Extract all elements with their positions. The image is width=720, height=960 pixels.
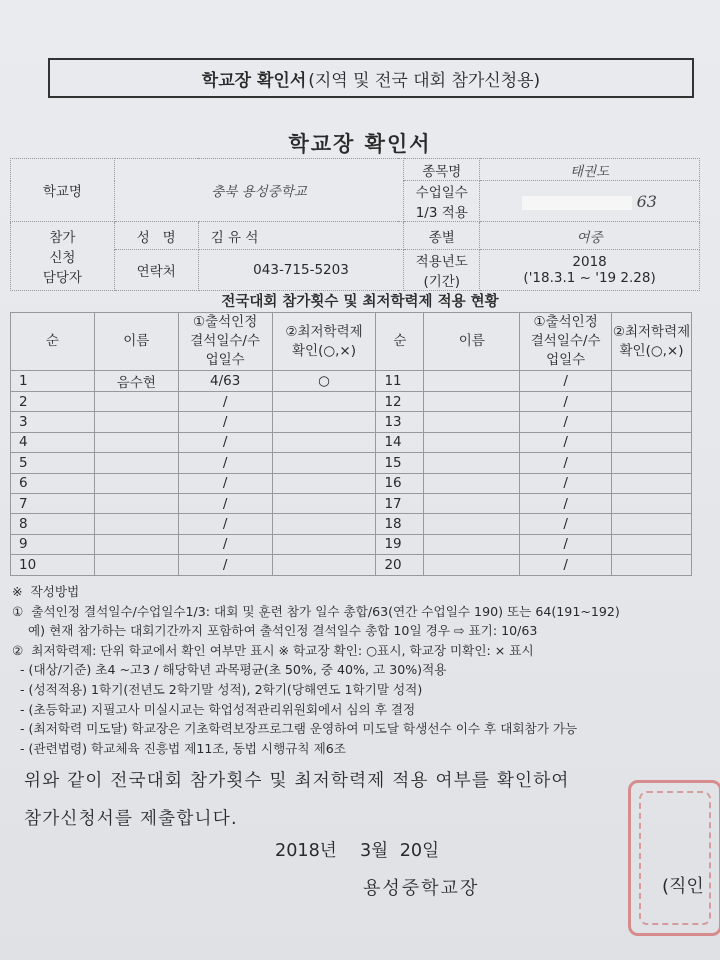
year-value-line2: ('18.3.1 ~ '19 2.28) [523, 270, 656, 286]
row-min2 [612, 473, 692, 493]
form-header-box [48, 58, 694, 98]
row-name [94, 412, 178, 432]
table-row [11, 453, 692, 473]
row-min2 [612, 453, 692, 473]
days-value: 63 [636, 191, 657, 211]
note-line: - (초등학교) 지필고사 미실시교는 학업성적관리위원회에서 심의 후 결정 [12, 701, 416, 717]
row-name [94, 432, 178, 452]
row-attendance: / [178, 555, 272, 575]
applicant-label-line1: 참가 [49, 230, 76, 246]
contact-label: 연락처 [114, 250, 198, 291]
col-attendance2-header [520, 313, 612, 371]
col-name-header: 이름 [94, 313, 178, 371]
col-min2-line1: ②최저학력제 [612, 323, 691, 340]
row-min2 [612, 412, 692, 432]
days-label-line1: 수업일수 [415, 185, 468, 201]
row-min2 [612, 392, 692, 412]
col-no2-header: 순 [376, 313, 424, 371]
row-min [272, 412, 376, 432]
col-attendance-line3: 업일수 [205, 352, 245, 368]
table-row [11, 392, 692, 412]
official-seal-stamp [628, 780, 720, 936]
row-name2 [424, 453, 520, 473]
row-no2: 15 [376, 453, 424, 473]
row-no2: 16 [376, 473, 424, 493]
redaction-mark [522, 196, 632, 210]
note-line: ※ 작성방법 [12, 584, 80, 599]
row-no: 3 [11, 412, 95, 432]
col-min-header [272, 313, 376, 371]
note-line: - (대상/기준) 초4 ~고3 / 해당학년 과목평균(초 50%, 중 40%, 고 30%)적용 [12, 662, 447, 678]
row-name [94, 392, 178, 412]
row-no2: 17 [376, 493, 424, 513]
row-no: 1 [11, 371, 95, 392]
document-title: 학교장 확인서 [288, 132, 432, 156]
row-no2: 11 [376, 371, 424, 392]
row-attendance2: / [520, 432, 612, 452]
row-no: 10 [11, 555, 95, 575]
row-min [272, 514, 376, 534]
row-name2 [424, 392, 520, 412]
row-no2: 20 [376, 555, 424, 575]
row-no2: 14 [376, 432, 424, 452]
col-attendance-line1: ①출석인정 [193, 314, 258, 330]
row-min2 [612, 432, 692, 452]
paragraph-line2: 참가신청서를 제출합니다. [24, 809, 238, 829]
row-min [272, 392, 376, 412]
applicant-label-line2: 신청 [49, 250, 76, 266]
school-value: 충북 용성중학교 [114, 159, 404, 222]
paragraph-line1: 위와 같이 전국대회 참가횟수 및 최저학력제 적용 여부를 확인하여 [24, 771, 570, 791]
row-no2: 19 [376, 534, 424, 554]
row-name [94, 493, 178, 513]
table-row [11, 493, 692, 513]
row-no: 6 [11, 473, 95, 493]
note-line: - (성적적용) 1학기(전년도 2학기말 성적), 2학기(당해연도 1학기말 성적) [12, 681, 423, 697]
row-attendance2: / [520, 534, 612, 554]
applicant-label [11, 222, 115, 291]
table-row [11, 432, 692, 452]
row-attendance: / [178, 493, 272, 513]
col-attendance-header [178, 313, 272, 371]
row-attendance2: / [520, 473, 612, 493]
row-min2 [612, 555, 692, 575]
row-attendance: / [178, 432, 272, 452]
event-value: 태권도 [480, 159, 700, 181]
row-no: 2 [11, 392, 95, 412]
name-value: 김 유 석 [198, 222, 404, 250]
days-label [404, 181, 480, 222]
row-name [94, 534, 178, 554]
row-no: 7 [11, 493, 95, 513]
row-min [272, 432, 376, 452]
row-min [272, 555, 376, 575]
form-header-bold: 학교장 확인서 [201, 70, 307, 91]
row-attendance2: / [520, 412, 612, 432]
row-name2 [424, 514, 520, 534]
col-attendance2-line3: 업일수 [546, 352, 586, 368]
row-name [94, 473, 178, 493]
note-line: ① 출석인정 결석일수/수업일수1/3: 대회 및 훈련 참가 일수 총합/63(연간 수업일수 190) 또는 64(191~192) [12, 603, 620, 619]
col-min2-header [612, 313, 692, 371]
row-attendance: / [178, 473, 272, 493]
row-no: 9 [11, 534, 95, 554]
year-label-line1: 적용년도 [415, 254, 468, 270]
row-attendance: / [178, 453, 272, 473]
note-line: - (관련법령) 학교체육 진흥법 제11조, 동법 시행규칙 제6조 [12, 740, 346, 756]
note-line: ② 최저학력제: 단위 학교에서 확인 여부만 표시 ※ 학교장 확인: ○표시, 학교장 미확인: × 표시 [12, 642, 534, 658]
row-no2: 18 [376, 514, 424, 534]
row-attendance: 4/63 [178, 371, 272, 392]
row-name [94, 514, 178, 534]
year-label-line2: (기간) [423, 274, 461, 290]
school-label: 학교명 [11, 159, 115, 222]
row-name [94, 453, 178, 473]
document-date: 2018년 3월 20일 [275, 841, 440, 861]
table-row [11, 412, 692, 432]
row-min2 [612, 534, 692, 554]
row-attendance2: / [520, 493, 612, 513]
event-label: 종목명 [404, 159, 480, 181]
row-no: 4 [11, 432, 95, 452]
days-label-line2: 1/3 적용 [415, 205, 468, 221]
row-no: 8 [11, 514, 95, 534]
row-min [272, 473, 376, 493]
col-min2-line2: 확인(○,×) [619, 342, 684, 359]
row-min [272, 453, 376, 473]
form-header-rest: (지역 및 전국 대회 참가신청용) [308, 70, 541, 91]
note-line: - (최저학력 미도달) 학교장은 기초학력보장프로그램 운영하여 미도달 학생선수 이수 후 대회참가 가능 [12, 721, 578, 737]
gender-value: 여중 [480, 222, 700, 250]
row-no2: 12 [376, 392, 424, 412]
contact-value: 043-715-5203 [198, 250, 404, 291]
row-name2 [424, 371, 520, 392]
year-label [404, 250, 480, 291]
col-min-line2: 확인(○,×) [292, 342, 356, 359]
row-min [272, 534, 376, 554]
row-min2 [612, 371, 692, 392]
seal-label: (직인 [662, 876, 704, 897]
row-name [94, 555, 178, 575]
col-attendance2-line1: ①출석인정 [533, 314, 598, 330]
row-attendance2: / [520, 371, 612, 392]
table-row [11, 534, 692, 554]
row-name: 음수현 [94, 371, 178, 392]
col-attendance2-line2: 결석일수/수 [530, 333, 601, 349]
col-attendance-line2: 결석일수/수 [190, 333, 261, 349]
year-value-line1: 2018 [572, 254, 607, 270]
row-min [272, 493, 376, 513]
row-attendance: / [178, 392, 272, 412]
row-name2 [424, 432, 520, 452]
row-name2 [424, 555, 520, 575]
section-title: 전국대회 참가횟수 및 최저학력제 적용 현황 [221, 294, 499, 310]
row-name2 [424, 412, 520, 432]
name-label: 성 명 [114, 222, 198, 250]
row-name2 [424, 493, 520, 513]
row-min2 [612, 514, 692, 534]
row-attendance: / [178, 514, 272, 534]
table-header-row [11, 313, 692, 371]
row-attendance: / [178, 412, 272, 432]
participation-table [10, 312, 692, 576]
col-no-header: 순 [11, 313, 95, 371]
table-row [11, 473, 692, 493]
row-name2 [424, 473, 520, 493]
info-table [10, 158, 700, 291]
applicant-label-line3: 담당자 [42, 270, 82, 286]
row-no2: 13 [376, 412, 424, 432]
row-no: 5 [11, 453, 95, 473]
row-min: ○ [272, 371, 376, 392]
gender-label: 종별 [404, 222, 480, 250]
row-attendance2: / [520, 514, 612, 534]
row-attendance2: / [520, 555, 612, 575]
table-row [11, 555, 692, 575]
col-name2-header: 이름 [424, 313, 520, 371]
col-min-line1: ②최저학력제 [285, 323, 363, 340]
confirmation-paragraph [24, 762, 720, 838]
instructions [12, 582, 717, 758]
year-value [480, 250, 700, 291]
principal-signature: 용성중학교장 [363, 878, 480, 899]
row-name2 [424, 534, 520, 554]
row-attendance: / [178, 534, 272, 554]
row-min2 [612, 493, 692, 513]
table-row [11, 514, 692, 534]
days-cell [480, 181, 700, 222]
row-attendance2: / [520, 453, 612, 473]
table-row [11, 371, 692, 392]
note-line: 예) 현재 참가하는 대회기간까지 포함하여 출석인정 결석일수 총합 10일 경우 ⇨ 표기: 10/63 [12, 623, 538, 639]
row-attendance2: / [520, 392, 612, 412]
